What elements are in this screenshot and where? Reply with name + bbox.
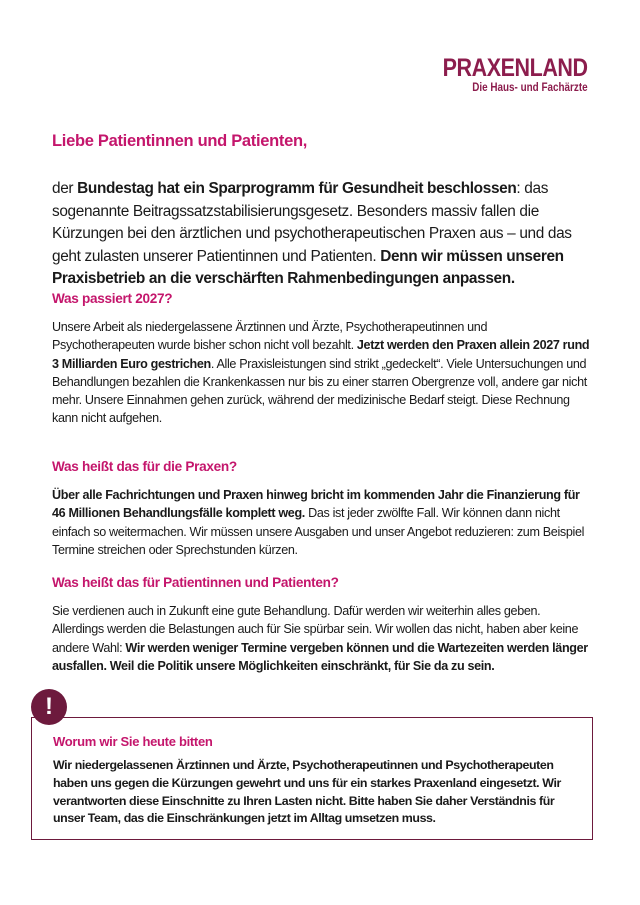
section-heading-patienten: Was heißt das für Patientinnen und Patienten?: [52, 575, 339, 590]
section-body-patienten: [52, 602, 592, 675]
lead-text-1: der: [52, 180, 78, 197]
lead-bold-2: Denn wir müssen unseren Praxisbetrieb an die verschärften Rahmenbedingungen anpassen.: [52, 247, 564, 287]
lead-text-2: : das sogenannte Beitragssatzstabilisierungsgesetz. Besonders massiv fallen die Kürzungen bei den ärztlichen und psychotherapeutischen Praxen aus – und das geht zulasten unserer Patientinnen und Patienten.: [52, 180, 572, 265]
request-notice-box: [31, 717, 593, 840]
section-bold: Jetzt werden den Praxen allein 2027 rund 3 Milliarden Euro gestrichen: [52, 338, 590, 371]
salutation: Liebe Patientinnen und Patienten,: [52, 132, 308, 150]
section-heading-praxen: Was heißt das für die Praxen?: [52, 459, 237, 474]
lead-paragraph: [52, 178, 592, 291]
section-text: Sie verdienen auch in Zukunft eine gute Behandlung. Dafür werden wir weiterhin alles geben. Allerdings werden die Belastungen auch für Sie spürbar sein. Wir wollen das nicht, haben aber keine andere Wahl:: [52, 604, 579, 655]
praxenland-logo: [419, 55, 588, 95]
section-text: . Alle Praxisleistungen sind strikt „gedeckelt“. Viele Untersuchungen und Behandlungen bezahlen die Krankenkassen nur bis zu einer starren Obergrenze voll, andere gar nicht mehr. Unsere Einnahmen gehen zurück, während der medizinische Bedarf steigt. Diese Rechnung kann nicht aufgehen.: [52, 356, 587, 426]
logo-tagline: Die Haus- und Fachärzte: [472, 82, 588, 94]
section-2027: [52, 290, 592, 428]
section-body-2027: [52, 318, 592, 428]
lead-bold-1: Bundestag hat ein Sparprogramm für Gesundheit beschlossen: [77, 180, 517, 197]
section-patienten: [52, 574, 592, 675]
section-bold: Wir werden weniger Termine vergeben können und die Wartezeiten werden länger ausfallen. Weil die Politik unsere Möglichkeiten einschränkt, für Sie da zu sein.: [52, 640, 588, 673]
section-praxen: [52, 458, 592, 559]
section-bold: Über alle Fachrichtungen und Praxen hinweg bricht im kommenden Jahr die Finanzierung für 46 Millionen Behandlungsfälle komplett weg.: [52, 488, 580, 521]
notice-title: Worum wir Sie heute bitten: [53, 734, 213, 749]
notice-body: Wir niedergelassenen Ärztinnen und Ärzte, Psychotherapeutinnen und Psychotherapeuten haben uns gegen die Kürzungen gewehrt und uns für ein starkes Praxenland eingesetzt. Wir verantworten diese Einschnitte zu Ihren Lasten nicht. Bitte haben Sie daher Verständnis für unser Team, das die Einschränkungen jetzt im Alltag umsetzen muss.: [53, 758, 561, 826]
exclamation-icon: !: [31, 689, 67, 725]
section-body-praxen: [52, 486, 592, 559]
section-text: Das ist jeder zwölfte Fall. Wir können dann nicht einfach so weitermachen. Wir müssen unsere Ausgaben und unser Angebot reduzieren: zum Beispiel Termine streichen oder Sprechstunden kürzen.: [52, 506, 585, 557]
section-heading-2027: Was passiert 2027?: [52, 291, 173, 306]
logo-name: PRAXENLAND: [442, 54, 588, 82]
letter-content: [52, 130, 592, 673]
section-text: Unsere Arbeit als niedergelassene Ärztinnen und Ärzte, Psychotherapeutinnen und Psychotherapeuten wurde bisher schon nicht voll bezahlt.: [52, 320, 488, 353]
notice-inner: [53, 733, 583, 828]
